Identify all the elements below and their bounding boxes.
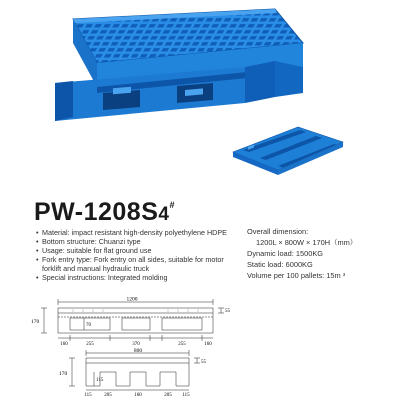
spec-volume: Volume per 100 pallets: 15m ³ <box>247 271 346 280</box>
feature-list <box>36 229 248 282</box>
list-item: • Bottom structure: Chuanzi type <box>36 236 141 246</box>
dim-segment: 115 <box>84 393 92 398</box>
drawing-short-side <box>56 348 206 398</box>
spec-static-load: Static load: 6000KG <box>247 260 313 269</box>
list-item: • Special instructions: Integrated molding <box>36 272 168 282</box>
spec-block <box>247 226 397 281</box>
spec-dynamic-load: Dynamic load: 1500KG <box>247 249 323 258</box>
dim-segment: 160 <box>204 342 212 347</box>
dim-segment: 255 <box>178 342 186 347</box>
dim-opening: 115 <box>96 378 104 383</box>
spec-dimension-label: Overall dimension: <box>247 227 309 236</box>
list-item: • Material: impact resistant high-density polyethylene HDPE <box>36 228 227 237</box>
dim-segment: 160 <box>60 342 68 347</box>
dim-opening: 70 <box>86 323 91 328</box>
pallet-main-image <box>25 5 305 140</box>
dim-segment: 160 <box>134 393 142 398</box>
dim-segment: 205 <box>164 393 172 398</box>
pallet-bottom-image <box>228 122 348 177</box>
dim-deck: 55 <box>201 360 206 365</box>
dim-segment: 370 <box>132 342 140 347</box>
dim-segment: 255 <box>86 342 94 347</box>
drawing-long-side <box>28 296 228 346</box>
dim-width: 800 <box>133 348 143 354</box>
dim-height: 170 <box>59 371 68 377</box>
product-model-title: PW-1208S4# <box>34 198 175 226</box>
dim-height: 170 <box>31 319 40 325</box>
dim-segment: 115 <box>182 393 190 398</box>
spec-dimension-value: 1200L × 800W × 170H（mm） <box>256 238 358 247</box>
dim-segment: 205 <box>104 393 112 398</box>
list-item: forklift and manual hydraulic truck <box>42 263 150 273</box>
dim-width: 1200 <box>126 296 138 303</box>
list-item: • Fork entry type: Fork entry on all sides, suitable for motor <box>36 254 224 264</box>
dim-deck: 55 <box>225 309 230 314</box>
list-item: • Usage: suitable for flat ground use <box>36 245 152 255</box>
